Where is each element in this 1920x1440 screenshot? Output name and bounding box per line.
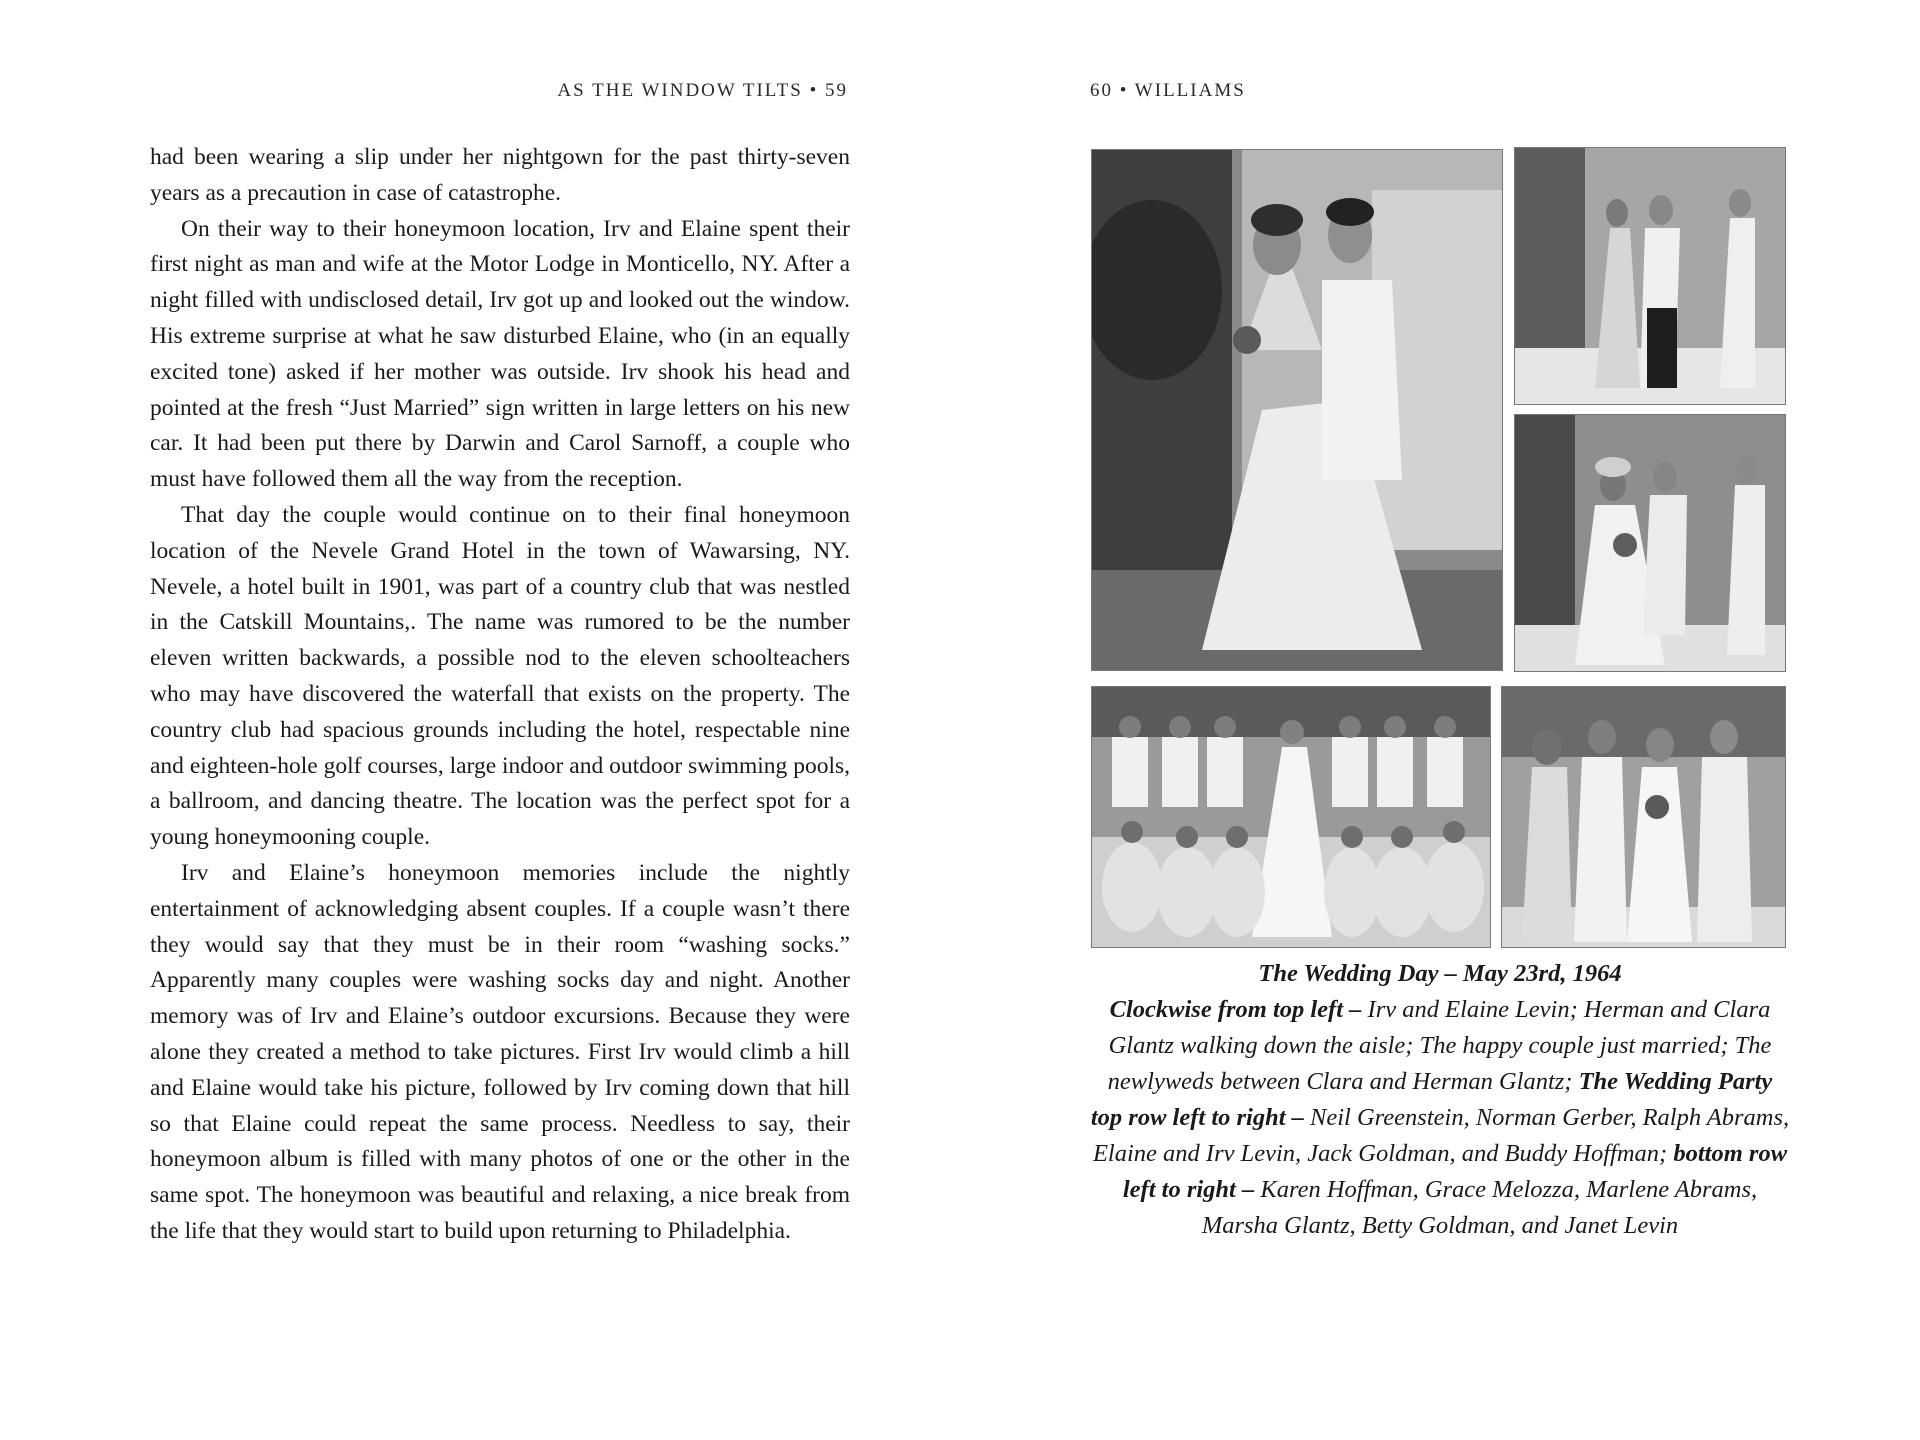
caption-title: The Wedding Day – May 23rd, 1964 (1258, 960, 1622, 987)
photo-wedding-party (1091, 686, 1491, 948)
caption-lead-bottom-row: bottom row left to right – (1122, 1140, 1788, 1203)
paragraph-1: had been wearing a slip under her nightgown for the past thirty-seven years as a precaution in case of catastrophe. (150, 144, 850, 206)
photo-caption (1090, 956, 1790, 1244)
caption-text-clockwise: Irv and Elaine Levin; Herman and Clara Glantz walking down the aisle; The happy couple just married; The newlyweds between Clara and Herman Glantz; (1107, 996, 1772, 1095)
body-text (150, 140, 850, 1250)
caption-text-party-top-row: Neil Greenstein, Norman Gerber, Ralph Abrams, Elaine and Irv Levin, Jack Goldman, and Buddy Hoffman; (1092, 1104, 1790, 1167)
photo-walking-down-aisle (1514, 147, 1786, 405)
photo-bride-groom-portrait (1091, 149, 1503, 671)
running-head-right: 60 • WILLIAMS (1090, 80, 1246, 101)
running-head-left: AS THE WINDOW TILTS • 59 (557, 80, 848, 101)
right-page (960, 0, 1920, 1440)
photo-newlyweds-with-glantz (1501, 686, 1786, 948)
paragraph-3: That day the couple would continue on to their final honeymoon location of the Nevele Grand Hotel in the town of Wawarsing, NY. Nevele, a hotel built in 1901, was part of a country club that was nestled in the Catskill Mountains,. The name was rumored to be the number eleven written backwards, a possible nod to the eleven schoolteachers who may have discovered the waterfall that exists on the property. The country club had spacious grounds including the hotel, respectable nine and eighteen-hole golf courses, large indoor and outdoor swimming pools, a ballroom, and dancing theatre. The location was the perfect spot for a young honeymooning couple. (150, 501, 850, 851)
caption-lead-clockwise: Clockwise from top left – (1109, 996, 1362, 1023)
paragraph-4: Irv and Elaine’s honeymoon memories include the nightly entertainment of acknowledging absent couples. If a couple wasn’t there they would say that they must be in their room “washing socks.” Apparently many couples were washing socks day and night. Another memory was of Irv and Elaine’s outdoor excursions. Because they were alone they created a method to take pictures. First Irv would climb a hill and Elaine would take his picture, followed by Irv coming down that hill so that Elaine could repeat the same process. Needless to say, their honeymoon album is filled with many photos of one or the other in the same spot. The honeymoon was beautiful and relaxing, a nice break from the life that they would start to build upon returning to Philadelphia. (150, 859, 850, 1244)
caption-text-bottom-row: Karen Hoffman, Grace Melozza, Marlene Abrams, Marsha Glantz, Betty Goldman, and Janet Levin (1201, 1176, 1758, 1239)
photo-couple-just-married (1514, 414, 1786, 672)
paragraph-2: On their way to their honeymoon location, Irv and Elaine spent their first night as man and wife at the Motor Lodge in Monticello, NY. After a night filled with undisclosed detail, Irv got up and looked out the window. His extreme surprise at what he saw disturbed Elaine, who (in an equally excited tone) asked if her mother was outside. Irv shook his head and pointed at the fresh “Just Married” sign written in large letters on his new car. It had been put there by Darwin and Carol Sarnoff, a couple who must have followed them all the way from the reception. (150, 215, 850, 493)
caption-lead-party-top-row: The Wedding Party top row left to right – (1090, 1068, 1773, 1131)
